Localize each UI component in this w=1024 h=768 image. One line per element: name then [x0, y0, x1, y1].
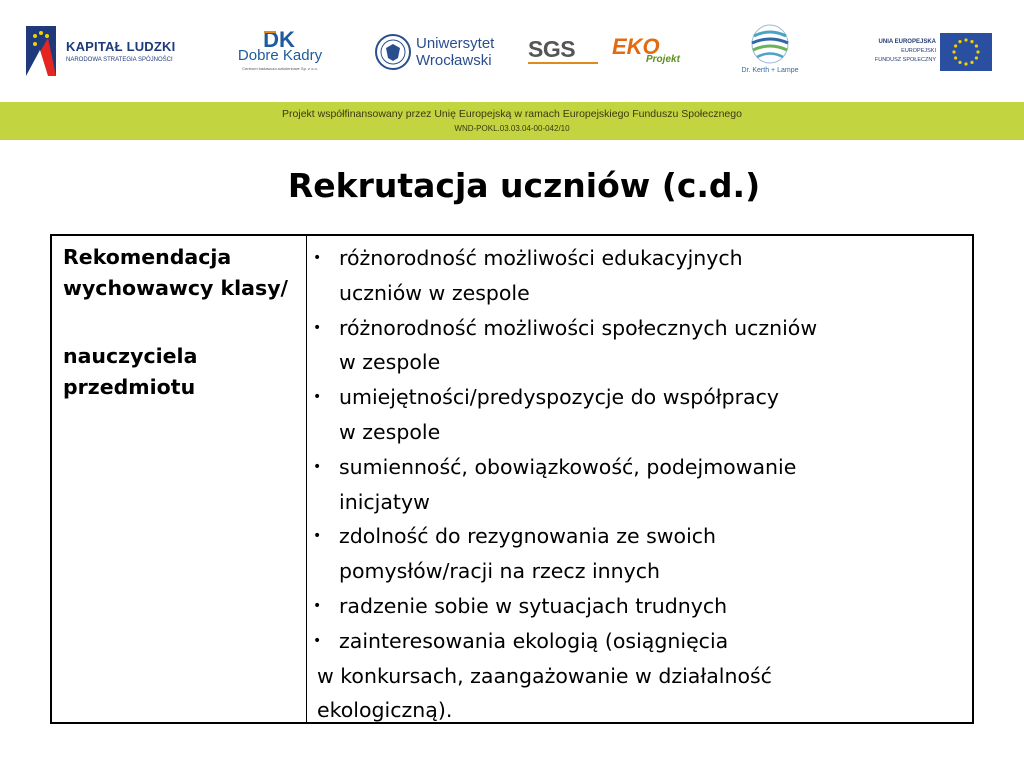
criteria-label-cell: [52, 236, 307, 722]
kapital-ludzki-logo: [26, 26, 191, 78]
uniwersytet-logo: [374, 33, 504, 73]
criteria-list-cell: [307, 236, 972, 722]
criteria-line-text: różnorodność możliwości społecznych uczniów: [339, 315, 818, 340]
ue-line3: FUNDUSZ SPOŁECZNY: [874, 57, 936, 63]
bullet-icon: •: [313, 528, 322, 545]
cofinancing-banner: [0, 102, 1024, 140]
criteria-line-text: pomysłów/racji na rzecz innych: [339, 559, 661, 584]
criteria-line-text: inicjatyw: [339, 489, 430, 514]
dobre-kadry-logo: [232, 28, 332, 78]
uniwersytet-name-line1: Uniwersytet: [416, 35, 495, 52]
sgs-logo: [528, 36, 598, 70]
criteria-line-text: zainteresowania ekologią (osiągnięcia: [339, 628, 729, 653]
criteria-line-text: sumienność, obowiązkowość, podejmowanie: [339, 454, 797, 479]
bullet-icon: •: [313, 319, 322, 336]
criteria-table: [50, 234, 974, 724]
criteria-line-text: radzenie sobie w sytuacjach trudnych: [339, 594, 728, 618]
eko-projekt-logo: [612, 34, 692, 68]
kapital-ludzki-flag-icon: [26, 26, 56, 76]
slide-title: Rekrutacja uczniów (c.d.): [287, 166, 761, 205]
criteria-line-text: uczniów w zespole: [339, 280, 530, 305]
university-seal-icon: [374, 33, 412, 71]
criteria-line-text: ekologiczną).: [317, 698, 453, 723]
dobre-kadry-subtitle: Centrum badawczo-szkoleniowe Sp. z o.o.: [242, 66, 318, 71]
kapital-ludzki-subtitle: NARODOWA STRATEGIA SPÓJNOŚCI: [66, 57, 173, 63]
kerth-lampe-logo: [730, 24, 810, 78]
uniwersytet-name-line2: Wrocławski: [416, 52, 492, 69]
criteria-label-para2: nauczyciela przedmiotu: [63, 344, 198, 399]
sgs-underline: [528, 62, 598, 64]
criteria-line-text: w zespole: [339, 350, 441, 375]
banner-cofinancing-text: Projekt współfinansowany przez Unię Europejską w ramach Europejskiego Funduszu Społecznego: [282, 108, 742, 120]
criteria-line-text: zdolność do rezygnowania ze swoich: [339, 524, 717, 549]
logo-strip: [0, 0, 1024, 100]
bullet-icon: •: [313, 458, 322, 475]
eu-flag-icon: [940, 33, 992, 71]
criteria-line-text: w zespole: [339, 420, 441, 444]
eko-name: EKO: [612, 34, 660, 59]
bullet-icon: •: [313, 598, 322, 614]
kapital-ludzki-name: KAPITAŁ LUDZKI: [66, 39, 176, 54]
dobre-kadry-name: Dobre Kadry: [237, 47, 323, 64]
unia-europejska-logo: [856, 33, 996, 73]
criteria-line-text: umiejętności/predyspozycje do współpracy: [339, 385, 779, 410]
banner-project-number: WND-POKL.03.03.04-00-042/10: [454, 124, 570, 133]
ue-line1: UNIA EUROPEJSKA: [878, 39, 936, 45]
bullet-icon: •: [313, 389, 322, 406]
kerth-lampe-globe-icon: [730, 24, 810, 66]
dobre-kadry-mark-text: DK: [263, 28, 295, 50]
eko-subtitle: Projekt: [646, 54, 680, 65]
criteria-label-para1: Rekomendacja wychowawcy klasy/: [63, 245, 289, 300]
kerth-lampe-name: Dr. Kerth + Lampe: [741, 67, 799, 74]
bullet-icon: •: [313, 632, 322, 649]
criteria-line-text: w konkursach, zaangażowanie w działalność: [317, 663, 772, 688]
criteria-line-text: różnorodność możliwości edukacyjnych: [339, 246, 743, 270]
sgs-name: SGS: [528, 36, 576, 62]
bullet-icon: •: [313, 250, 322, 266]
ue-line2: EUROPEJSKI: [901, 48, 936, 54]
